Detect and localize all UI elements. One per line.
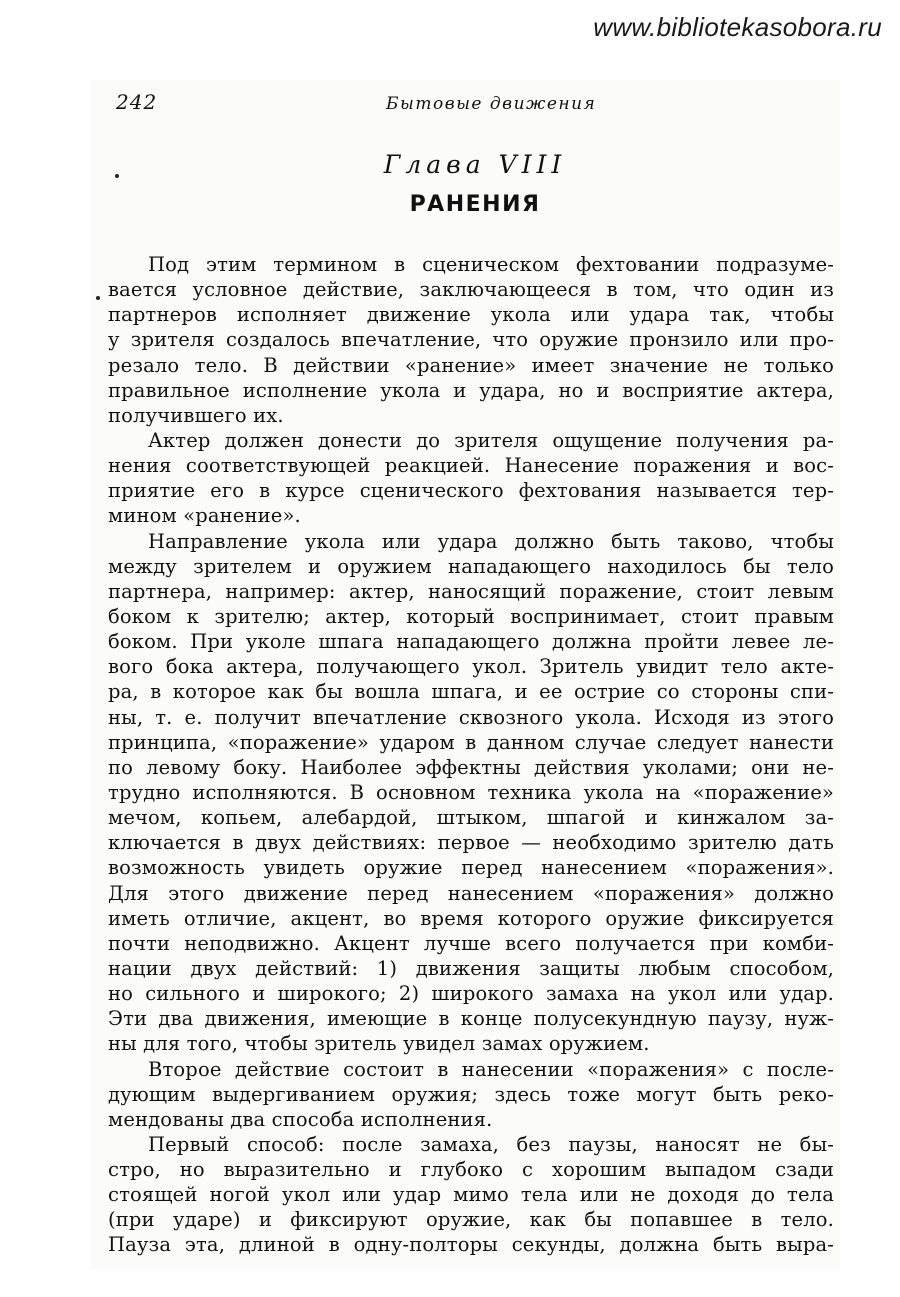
body-text [108,252,834,1258]
scan-speck [115,174,119,178]
text-line: Актер должен донести до зрителя ощущение получения ра- [148,428,834,452]
text-line: вается условное действие, заключающееся в том, что один из [108,278,834,302]
page-header [116,90,840,118]
text-line: Под этим термином в сценическом фехтовании подразуме- [148,253,834,276]
text-line: но сильного и широкого; 2) широкого замаха на укол или удар. [108,982,834,1006]
text-line: между зрителем и оружием нападающего находилось бы тело [108,554,834,578]
text-line: резало тело. В действии «ранение» имеет значение не только [108,353,834,377]
text-line: иметь отличие, акцент, во время которого оружие фиксируется [108,906,834,930]
text-line: ны, т. е. получит впечатление сквозного укола. Исходя из этого [108,705,834,729]
section-title: РАНЕНИЯ [409,192,541,217]
text-line: получившего их. [108,403,284,427]
text-line: вого бока актера, получающего укол. Зритель увидит тело акте- [108,655,834,679]
text-line: боком к зрителю; актер, который воспринимает, стоит правым [108,604,834,628]
text-line: Второе действие состоит в нанесении «поражения» с после- [148,1057,834,1081]
text-line: Направление укола или удара должно быть таково, чтобы [148,529,834,553]
book-page [90,80,840,1270]
scan-speck [96,296,100,300]
text-line: трудно исполняются. В основном техника укола на «поражение» [108,780,834,804]
text-line: партнеров исполняет движение укола или удара так, чтобы [108,303,834,327]
page-number: 242 [116,90,158,114]
website-watermark: www.bibliotekasobora.ru [593,12,882,42]
text-line: стро, но выразительно и глубоко с хорошим выпадом сзади [108,1158,834,1182]
text-line: возможность увидеть оружие перед нанесением «поражения». [108,856,834,880]
text-line: почти неподвижно. Акцент лучше всего получается при комби- [108,931,834,955]
text-line: правильное исполнение укола и удара, но и восприятие актера, [108,378,834,402]
text-line: по левому боку. Наиболее эффектны действия уколами; они не- [108,755,834,779]
text-line: Пауза эта, длиной в одну-полторы секунды, должна быть выра- [108,1233,834,1257]
text-line: партнера, например: актер, наносящий поражение, стоит левым [108,579,834,603]
text-line: приятие его в курсе сценического фехтования называется тер- [108,479,834,503]
text-line: стоящей ногой укол или удар мимо тела или не доходя до тела [108,1183,834,1207]
text-line: Для этого движение перед нанесением «поражения» должно [108,881,834,905]
text-line: принципа, «поражение» ударом в данном случае следует нанести [108,730,834,754]
text-line: мечом, копьем, алебардой, штыком, шпагой и кинжалом за- [108,806,834,830]
text-line: ключается в двух действиях: первое — необходимо зрителю дать [108,831,834,855]
text-line: Первый способ: после замаха, без паузы, наносят не бы- [148,1132,834,1156]
text-line: нения соответствующей реакцией. Нанесение поражения и вос- [108,454,834,478]
text-line: Эти два движения, имеющие в конце полусекундную паузу, нуж- [108,1007,834,1031]
text-line: мином «ранение». [108,504,301,528]
text-line: (при ударе) и фиксируют оружие, как бы попавшее в тело. [108,1208,834,1232]
chapter-heading: Глава VIII [383,150,567,179]
text-line: ны для того, чтобы зритель увидел замах оружием. [108,1032,650,1056]
text-line: дующим выдергиванием оружия; здесь тоже могут быть реко- [108,1082,834,1106]
text-line: нации двух действий: 1) движения защиты любым способом, [108,956,834,980]
text-line: боком. При уколе шпага нападающего должна пройти левее ле- [108,630,834,654]
text-line: у зрителя создалось впечатление, что оружие пронзило или про- [108,328,834,352]
running-head: Бытовые движения [386,94,597,114]
text-line: мендованы два способа исполнения. [108,1107,493,1131]
text-line: ра, в которое как бы вошла шпага, и ее острие со стороны спи- [108,680,834,704]
